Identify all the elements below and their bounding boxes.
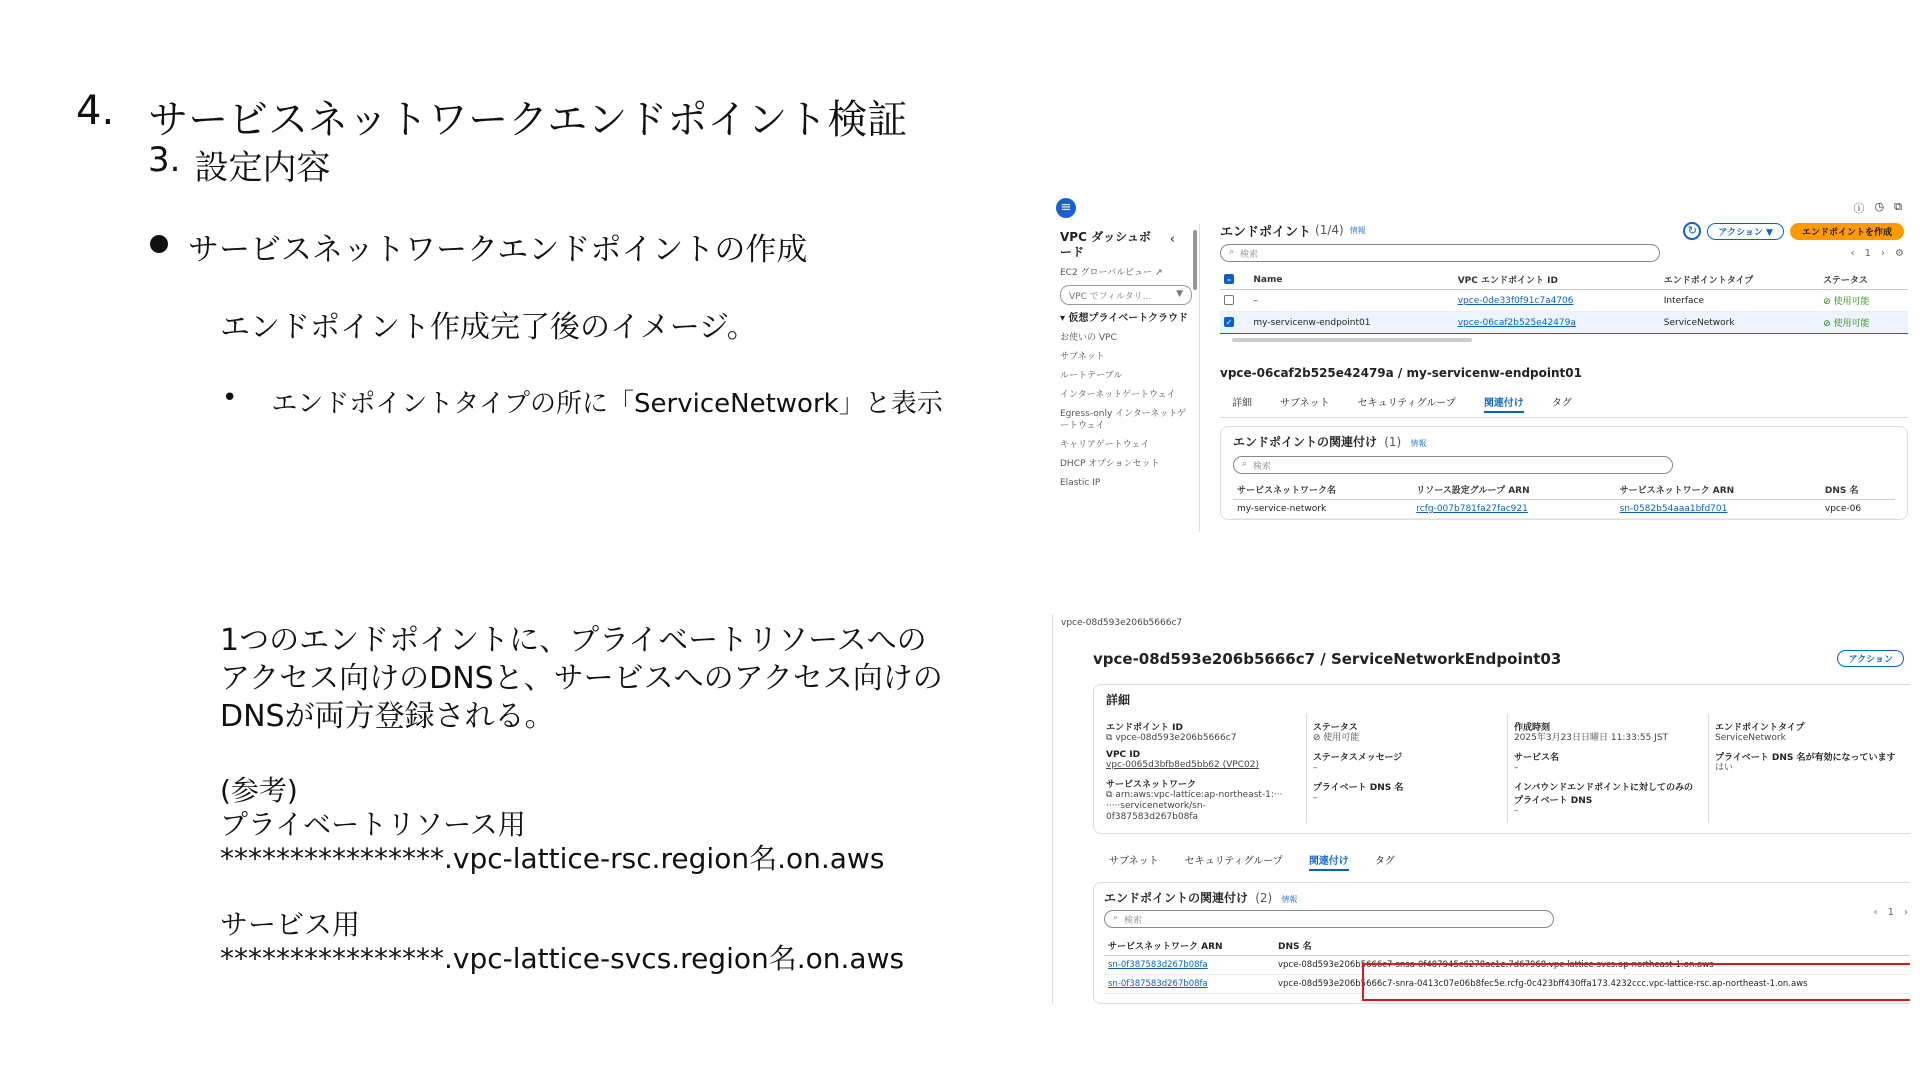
explanation-line: アクセス向けのDNSと、サービスへのアクセス向けの bbox=[220, 661, 943, 696]
sidebar-item[interactable]: お使いの VPC bbox=[1060, 333, 1117, 343]
info-link[interactable]: 情報 bbox=[1410, 439, 1427, 448]
endpoints-table bbox=[1220, 270, 1908, 334]
dns-name: vpce-06 bbox=[1821, 500, 1895, 519]
endpoints-count: (1/4) bbox=[1315, 223, 1344, 237]
sidebar-item[interactable]: DHCP オプションセット bbox=[1060, 459, 1160, 469]
row-checkbox[interactable] bbox=[1224, 295, 1234, 305]
table-row-selected[interactable] bbox=[1220, 312, 1908, 334]
row-name: – bbox=[1249, 290, 1453, 312]
association-search-input[interactable]: ⌕ 検索 bbox=[1104, 910, 1554, 928]
service-network-arn[interactable]: sn-0582b54aaa1bfd701 bbox=[1616, 500, 1821, 519]
details-title: 詳細 bbox=[1106, 693, 1131, 707]
actions-button[interactable]: アクション bbox=[1837, 650, 1904, 667]
sub-bullet-mark: • bbox=[222, 383, 238, 413]
field-label: VPC ID bbox=[1106, 750, 1141, 760]
field-label: エンドポイントタイプ bbox=[1714, 723, 1805, 733]
reference-line: (参考) bbox=[220, 774, 298, 807]
field-label: 作成時刻 bbox=[1513, 723, 1550, 733]
details-column bbox=[1508, 714, 1709, 823]
column-header[interactable]: VPC エンドポイント ID bbox=[1454, 270, 1660, 290]
sidebar-title: VPC ダッシュボード bbox=[1060, 230, 1151, 259]
tab-tags[interactable]: タグ bbox=[1551, 398, 1572, 409]
sidebar-group-vpc[interactable]: ▾ 仮想プライベートクラウド bbox=[1060, 313, 1189, 324]
row-name: my-servicenw-endpoint01 bbox=[1249, 312, 1453, 334]
detail-tabs bbox=[1220, 394, 1908, 418]
search-icon: ⌕ bbox=[1113, 913, 1119, 923]
explanation-line: 1つのエンドポイントに、プライベートリソースへの bbox=[220, 623, 927, 658]
tab-security-groups[interactable]: セキュリティグループ bbox=[1357, 398, 1456, 409]
column-header[interactable]: サービスネットワーク名 bbox=[1233, 480, 1412, 500]
reference-private-resource bbox=[220, 774, 884, 876]
field-value: ServiceNetwork bbox=[1714, 733, 1786, 743]
tab-tags[interactable]: タグ bbox=[1374, 856, 1395, 867]
endpoint-title: vpce-08d593e206b5666c7 / ServiceNetworkEndpoint03 bbox=[1093, 650, 1562, 668]
description-text: エンドポイント作成完了後のイメージ。 bbox=[220, 310, 757, 345]
table-row bbox=[1233, 500, 1895, 519]
detail-tabs bbox=[1109, 852, 1395, 871]
tab-subnets[interactable]: サブネット bbox=[1109, 856, 1159, 867]
row-endpoint-id[interactable]: vpce-06caf2b525e42479a bbox=[1454, 312, 1660, 334]
table-horizontal-scrollbar[interactable] bbox=[1232, 338, 1472, 342]
sidebar-item[interactable]: Egress-only インターネットゲートウェイ bbox=[1060, 409, 1187, 431]
clock-icon[interactable]: ◷ bbox=[1874, 200, 1885, 213]
prev-page-icon[interactable]: ‹ bbox=[1850, 248, 1855, 259]
endpoint-associations-panel bbox=[1093, 882, 1910, 1004]
dns-highlight-box bbox=[1362, 963, 1910, 1001]
row-endpoint-type: Interface bbox=[1660, 290, 1819, 312]
tab-associations[interactable]: 関連付け bbox=[1309, 852, 1349, 871]
column-header[interactable]: DNS 名 bbox=[1274, 936, 1910, 956]
column-header[interactable]: サービスネットワーク ARN bbox=[1104, 936, 1274, 956]
endpoint-detail-screenshot bbox=[1052, 614, 1910, 1004]
field-value: – bbox=[1312, 793, 1318, 803]
column-header[interactable]: エンドポイントタイプ bbox=[1660, 270, 1819, 290]
menu-icon[interactable]: ≡ bbox=[1056, 198, 1076, 218]
reference-line: ****************.vpc-lattice-svcs.region名.on.aws bbox=[220, 942, 905, 975]
endpoints-title: エンドポイント bbox=[1220, 224, 1312, 240]
field-label: ステータスメッセージ bbox=[1312, 753, 1403, 763]
dns-name: vpce-08d593e206b5666c7-snra-0413c07e06b8fec5e.rcfg-0c423bff430ffa173.4232ccc.vpc-lattice-rsc.ap-northeast-1.on.aws bbox=[1274, 975, 1910, 994]
slide-title-number: 4. bbox=[76, 88, 115, 134]
vpc-endpoints-screenshot bbox=[1050, 194, 1908, 532]
settings-icon[interactable]: ⚙ bbox=[1895, 248, 1904, 259]
field-value: 2025年3月23日日曜日 11:33:55 JST bbox=[1513, 733, 1669, 743]
tab-subnets[interactable]: サブネット bbox=[1280, 398, 1330, 409]
breadcrumb[interactable]: vpce-08d593e206b5666c7 bbox=[1061, 618, 1183, 628]
endpoints-panel bbox=[1220, 220, 1908, 520]
dns-name: vpce-08d593e206b5666c7-snsa-0f487945c6278ac1e.7d67968.vpc-lattice-svcs.ap-northeast-1.on.aws bbox=[1274, 956, 1910, 975]
sub-bullet bbox=[222, 383, 943, 420]
search-icon: ⌕ bbox=[1229, 247, 1235, 257]
main-bullet-text: サービスネットワークエンドポイントの作成 bbox=[188, 232, 808, 268]
status-value: ⊘ 使用可能 bbox=[1312, 733, 1360, 743]
actions-button[interactable]: アクション ▼ bbox=[1707, 223, 1784, 240]
tab-details[interactable]: 詳細 bbox=[1232, 398, 1252, 409]
field-value: ⧉ arn:aws:vpc-lattice:ap-northeast-1:··· ·····servicenetwork/sn-0f387583d267b08fa bbox=[1106, 790, 1283, 822]
column-header[interactable]: サービスネットワーク ARN bbox=[1616, 480, 1821, 500]
explanation-paragraph bbox=[220, 622, 943, 736]
row-endpoint-type: ServiceNetwork bbox=[1660, 312, 1819, 334]
sidebar-item[interactable]: ルートテーブル bbox=[1060, 371, 1123, 381]
reference-service bbox=[220, 908, 904, 976]
endpoint-search-input[interactable]: ⌕ 検索 bbox=[1220, 244, 1660, 262]
associations-count: (2) bbox=[1255, 891, 1273, 905]
field-value: – bbox=[1312, 763, 1318, 773]
slide-subtitle bbox=[148, 140, 330, 189]
service-network-arn[interactable]: sn-0f387583d267b08fa bbox=[1104, 956, 1274, 975]
slide-title bbox=[76, 88, 907, 145]
tab-security-groups[interactable]: セキュリティグループ bbox=[1184, 856, 1283, 867]
field-label: ステータス bbox=[1312, 723, 1358, 733]
top-icons bbox=[1854, 200, 1902, 216]
table-row[interactable] bbox=[1220, 290, 1908, 312]
associations-title: エンドポイントの関連付け bbox=[1233, 435, 1378, 449]
info-link[interactable]: 情報 bbox=[1281, 895, 1298, 904]
explanation-line: DNSが両方登録される。 bbox=[220, 699, 555, 734]
sidebar-item[interactable]: サブネット bbox=[1060, 352, 1105, 362]
page-number[interactable]: 1 bbox=[1864, 248, 1872, 259]
info-icon[interactable]: ⓘ bbox=[1853, 202, 1865, 215]
pagination bbox=[1851, 248, 1904, 259]
field-value: はい bbox=[1714, 763, 1733, 773]
search-icon: ⌕ bbox=[1242, 459, 1248, 469]
column-header[interactable]: Name bbox=[1249, 270, 1453, 290]
reference-line: ****************.vpc-lattice-rsc.region名.on.aws bbox=[220, 842, 885, 875]
slide-title-text: サービスネットワークエンドポイント検証 bbox=[148, 97, 908, 143]
row-status: ⊘ 使用可能 bbox=[1819, 312, 1908, 334]
main-bullet bbox=[150, 224, 807, 269]
copy-icon[interactable]: ⧉ bbox=[1106, 790, 1113, 800]
sidebar-scrollbar[interactable] bbox=[1193, 230, 1197, 290]
association-search-input[interactable]: ⌕ 検索 bbox=[1233, 456, 1673, 474]
next-page-icon[interactable]: › bbox=[1904, 907, 1908, 918]
service-network-name: my-service-network bbox=[1233, 500, 1412, 519]
field-label: エンドポイント ID bbox=[1106, 723, 1183, 733]
associations-title: エンドポイントの関連付け bbox=[1104, 891, 1249, 905]
column-header[interactable]: リソース設定グループ ARN bbox=[1412, 480, 1615, 500]
field-value: – bbox=[1513, 806, 1519, 816]
select-all-checkbox[interactable]: – bbox=[1224, 274, 1234, 284]
field-value: ⧉ vpce-08d593e206b5666c7 bbox=[1106, 733, 1237, 743]
dropdown-icon: ▼ bbox=[1176, 289, 1183, 299]
prev-page-icon[interactable]: ‹ bbox=[1873, 907, 1878, 918]
field-label: プライベート DNS 名 bbox=[1312, 783, 1404, 793]
field-value: – bbox=[1513, 763, 1519, 773]
vpc-id-link[interactable]: vpc-0065d3bfb8ed5bb62 (VPC02) bbox=[1106, 760, 1259, 770]
details-column bbox=[1307, 714, 1508, 823]
row-status: ⊘ 使用可能 bbox=[1819, 290, 1908, 312]
info-link[interactable]: 情報 bbox=[1349, 225, 1366, 235]
resource-config-group-arn[interactable]: rcfg-007b781fa27fac921 bbox=[1412, 500, 1615, 519]
tab-associations[interactable]: 関連付け bbox=[1484, 394, 1524, 413]
page-number[interactable]: 1 bbox=[1887, 907, 1894, 918]
service-network-arn[interactable]: sn-0f387583d267b08fa bbox=[1104, 975, 1274, 994]
details-column bbox=[1709, 714, 1910, 823]
row-endpoint-id[interactable]: vpce-0de33f0f91c7a4706 bbox=[1454, 290, 1660, 312]
field-label: インバウンドエンドポイントに対してのみのプライベート DNS bbox=[1513, 783, 1693, 806]
column-header[interactable]: ステータス bbox=[1819, 270, 1908, 290]
row-checkbox[interactable]: ✓ bbox=[1225, 318, 1233, 328]
create-endpoint-button[interactable]: エンドポイントを作成 bbox=[1790, 223, 1904, 240]
vpc-filter-select[interactable]: VPC でフィルタリ... ▼ bbox=[1060, 285, 1192, 305]
endpoint-detail-title: vpce-06caf2b525e42479a / my-servicenw-endpoint01 bbox=[1220, 366, 1582, 380]
slide-subtitle-text: 設定内容 bbox=[194, 148, 331, 188]
bullet-dot-icon bbox=[150, 235, 168, 253]
pagination bbox=[1874, 907, 1908, 918]
sub-bullet-text: エンドポイントタイプの所に「ServiceNetwork」と表示 bbox=[271, 389, 943, 419]
endpoint-associations-panel bbox=[1220, 426, 1908, 520]
refresh-icon[interactable]: ↻ bbox=[1683, 222, 1701, 240]
window-icon[interactable]: ⧉ bbox=[1894, 200, 1902, 213]
associations-count: (1) bbox=[1384, 435, 1402, 449]
associations-table bbox=[1233, 480, 1895, 519]
details-column bbox=[1106, 714, 1307, 823]
field-label: サービスネットワーク bbox=[1106, 780, 1197, 790]
collapse-icon[interactable]: ‹ bbox=[1169, 232, 1175, 247]
sidebar-item[interactable]: Elastic IP bbox=[1060, 478, 1101, 488]
next-page-icon[interactable]: › bbox=[1881, 248, 1886, 259]
sidebar-item-ec2-global[interactable]: EC2 グローバルビュー ↗ bbox=[1060, 268, 1163, 278]
details-panel bbox=[1093, 684, 1910, 834]
reference-line: サービス用 bbox=[220, 908, 361, 941]
copy-icon[interactable]: ⧉ bbox=[1106, 733, 1113, 743]
sidebar-item[interactable]: インターネットゲートウェイ bbox=[1060, 390, 1176, 400]
sidebar bbox=[1050, 224, 1200, 532]
slide-subtitle-number: 3. bbox=[148, 140, 181, 180]
column-header[interactable]: DNS 名 bbox=[1821, 480, 1895, 500]
field-label: サービス名 bbox=[1513, 753, 1559, 763]
sidebar-item[interactable]: キャリアゲートウェイ bbox=[1060, 440, 1150, 450]
reference-line: プライベートリソース用 bbox=[220, 808, 526, 841]
field-label: プライベート DNS 名が有効になっています bbox=[1714, 753, 1896, 763]
external-link-icon: ↗ bbox=[1154, 268, 1163, 278]
